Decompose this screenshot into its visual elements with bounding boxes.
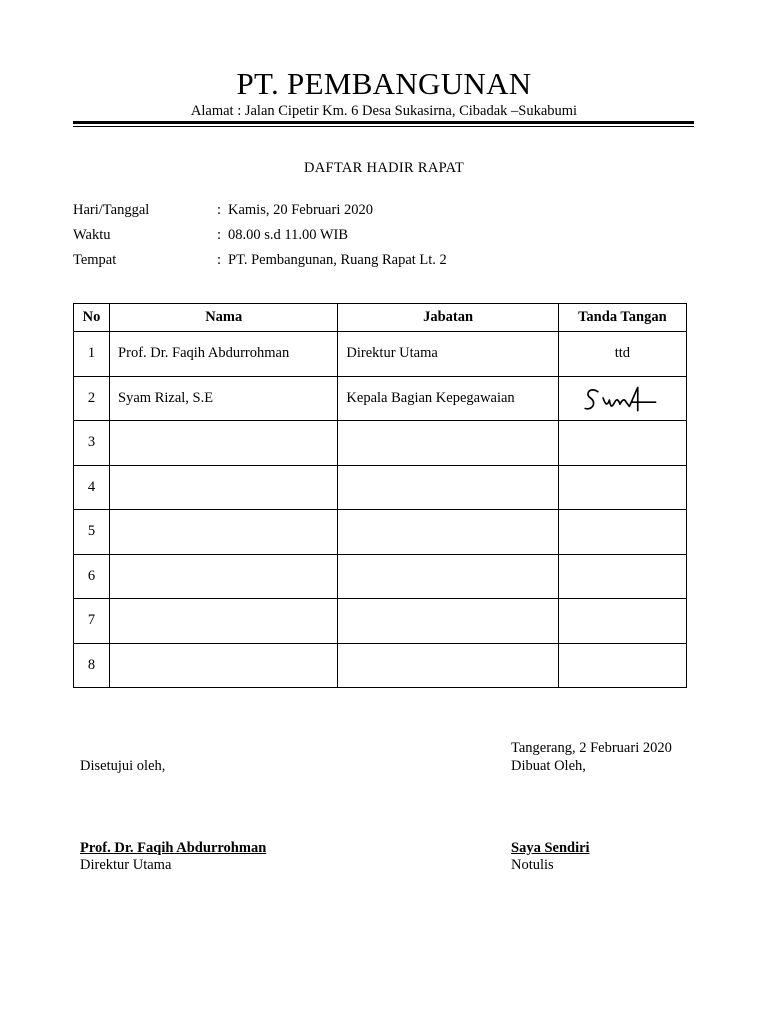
cell-jabatan	[338, 421, 558, 466]
cell-nama	[110, 643, 338, 688]
header-tanda-tangan: Tanda Tangan	[558, 304, 686, 332]
letterhead-divider-thick	[73, 121, 694, 124]
table-header-row	[74, 304, 687, 332]
cell-nama	[110, 599, 338, 644]
document-title: DAFTAR HADIR RAPAT	[303, 160, 464, 176]
maker-name: Saya Sendiri	[511, 840, 590, 856]
attendance-table	[73, 303, 687, 688]
table-row	[74, 376, 687, 421]
cell-nama: Prof. Dr. Faqih Abdurrohman	[110, 332, 338, 377]
cell-no: 7	[74, 599, 110, 644]
made-by-label: Dibuat Oleh,	[511, 758, 586, 774]
cell-tanda-tangan: ttd	[558, 332, 686, 377]
approver-name: Prof. Dr. Faqih Abdurrohman	[80, 840, 267, 856]
cell-nama	[110, 510, 338, 555]
time-value: 08.00 s.d 11.00 WIB	[228, 227, 349, 243]
cell-no: 5	[74, 510, 110, 555]
cell-no: 8	[74, 643, 110, 688]
date-separator: :	[217, 202, 222, 218]
letterhead-divider-thin	[73, 126, 694, 127]
table-row	[74, 599, 687, 644]
header-jabatan: Jabatan	[338, 304, 558, 332]
cell-tanda-tangan	[558, 599, 686, 644]
place-separator: :	[217, 252, 222, 268]
cell-jabatan	[338, 554, 558, 599]
city-date: Tangerang, 2 Februari 2020	[511, 740, 672, 756]
cell-no: 2	[74, 376, 110, 421]
cell-tanda-tangan	[558, 421, 686, 466]
place-label: Tempat	[73, 252, 117, 268]
cell-tanda-tangan	[558, 554, 686, 599]
cell-nama: Syam Rizal, S.E	[110, 376, 338, 421]
company-address: Alamat : Jalan Cipetir Km. 6 Desa Sukasirna, Cibadak –Sukabumi	[190, 103, 578, 119]
date-value: Kamis, 20 Februari 2020	[228, 202, 373, 218]
table-row	[74, 332, 687, 377]
cell-tanda-tangan	[558, 376, 686, 421]
signature-stroke	[586, 388, 656, 411]
cell-nama	[110, 421, 338, 466]
table-row	[74, 554, 687, 599]
handwritten-signature-icon	[580, 381, 664, 415]
header-nama: Nama	[110, 304, 338, 332]
time-separator: :	[217, 227, 222, 243]
cell-nama	[110, 465, 338, 510]
table-row	[74, 421, 687, 466]
cell-tanda-tangan	[558, 510, 686, 555]
attendance-table-body	[74, 332, 687, 688]
table-row	[74, 465, 687, 510]
cell-jabatan	[338, 510, 558, 555]
cell-tanda-tangan	[558, 465, 686, 510]
company-name: PT. PEMBANGUNAN	[236, 66, 532, 101]
cell-tanda-tangan	[558, 643, 686, 688]
approver-title: Direktur Utama	[80, 857, 172, 873]
cell-no: 6	[74, 554, 110, 599]
cell-jabatan: Direktur Utama	[338, 332, 558, 377]
approved-by-label: Disetujui oleh,	[80, 758, 166, 774]
place-value: PT. Pembangunan, Ruang Rapat Lt. 2	[228, 252, 447, 268]
cell-no: 1	[74, 332, 110, 377]
cell-jabatan: Kepala Bagian Kepegawaian	[338, 376, 558, 421]
cell-no: 3	[74, 421, 110, 466]
cell-jabatan	[338, 465, 558, 510]
date-label: Hari/Tanggal	[73, 202, 150, 218]
cell-jabatan	[338, 643, 558, 688]
time-label: Waktu	[73, 227, 111, 243]
table-row	[74, 510, 687, 555]
cell-no: 4	[74, 465, 110, 510]
header-no: No	[74, 304, 110, 332]
cell-nama	[110, 554, 338, 599]
table-row	[74, 643, 687, 688]
cell-jabatan	[338, 599, 558, 644]
maker-title: Notulis	[511, 857, 554, 873]
